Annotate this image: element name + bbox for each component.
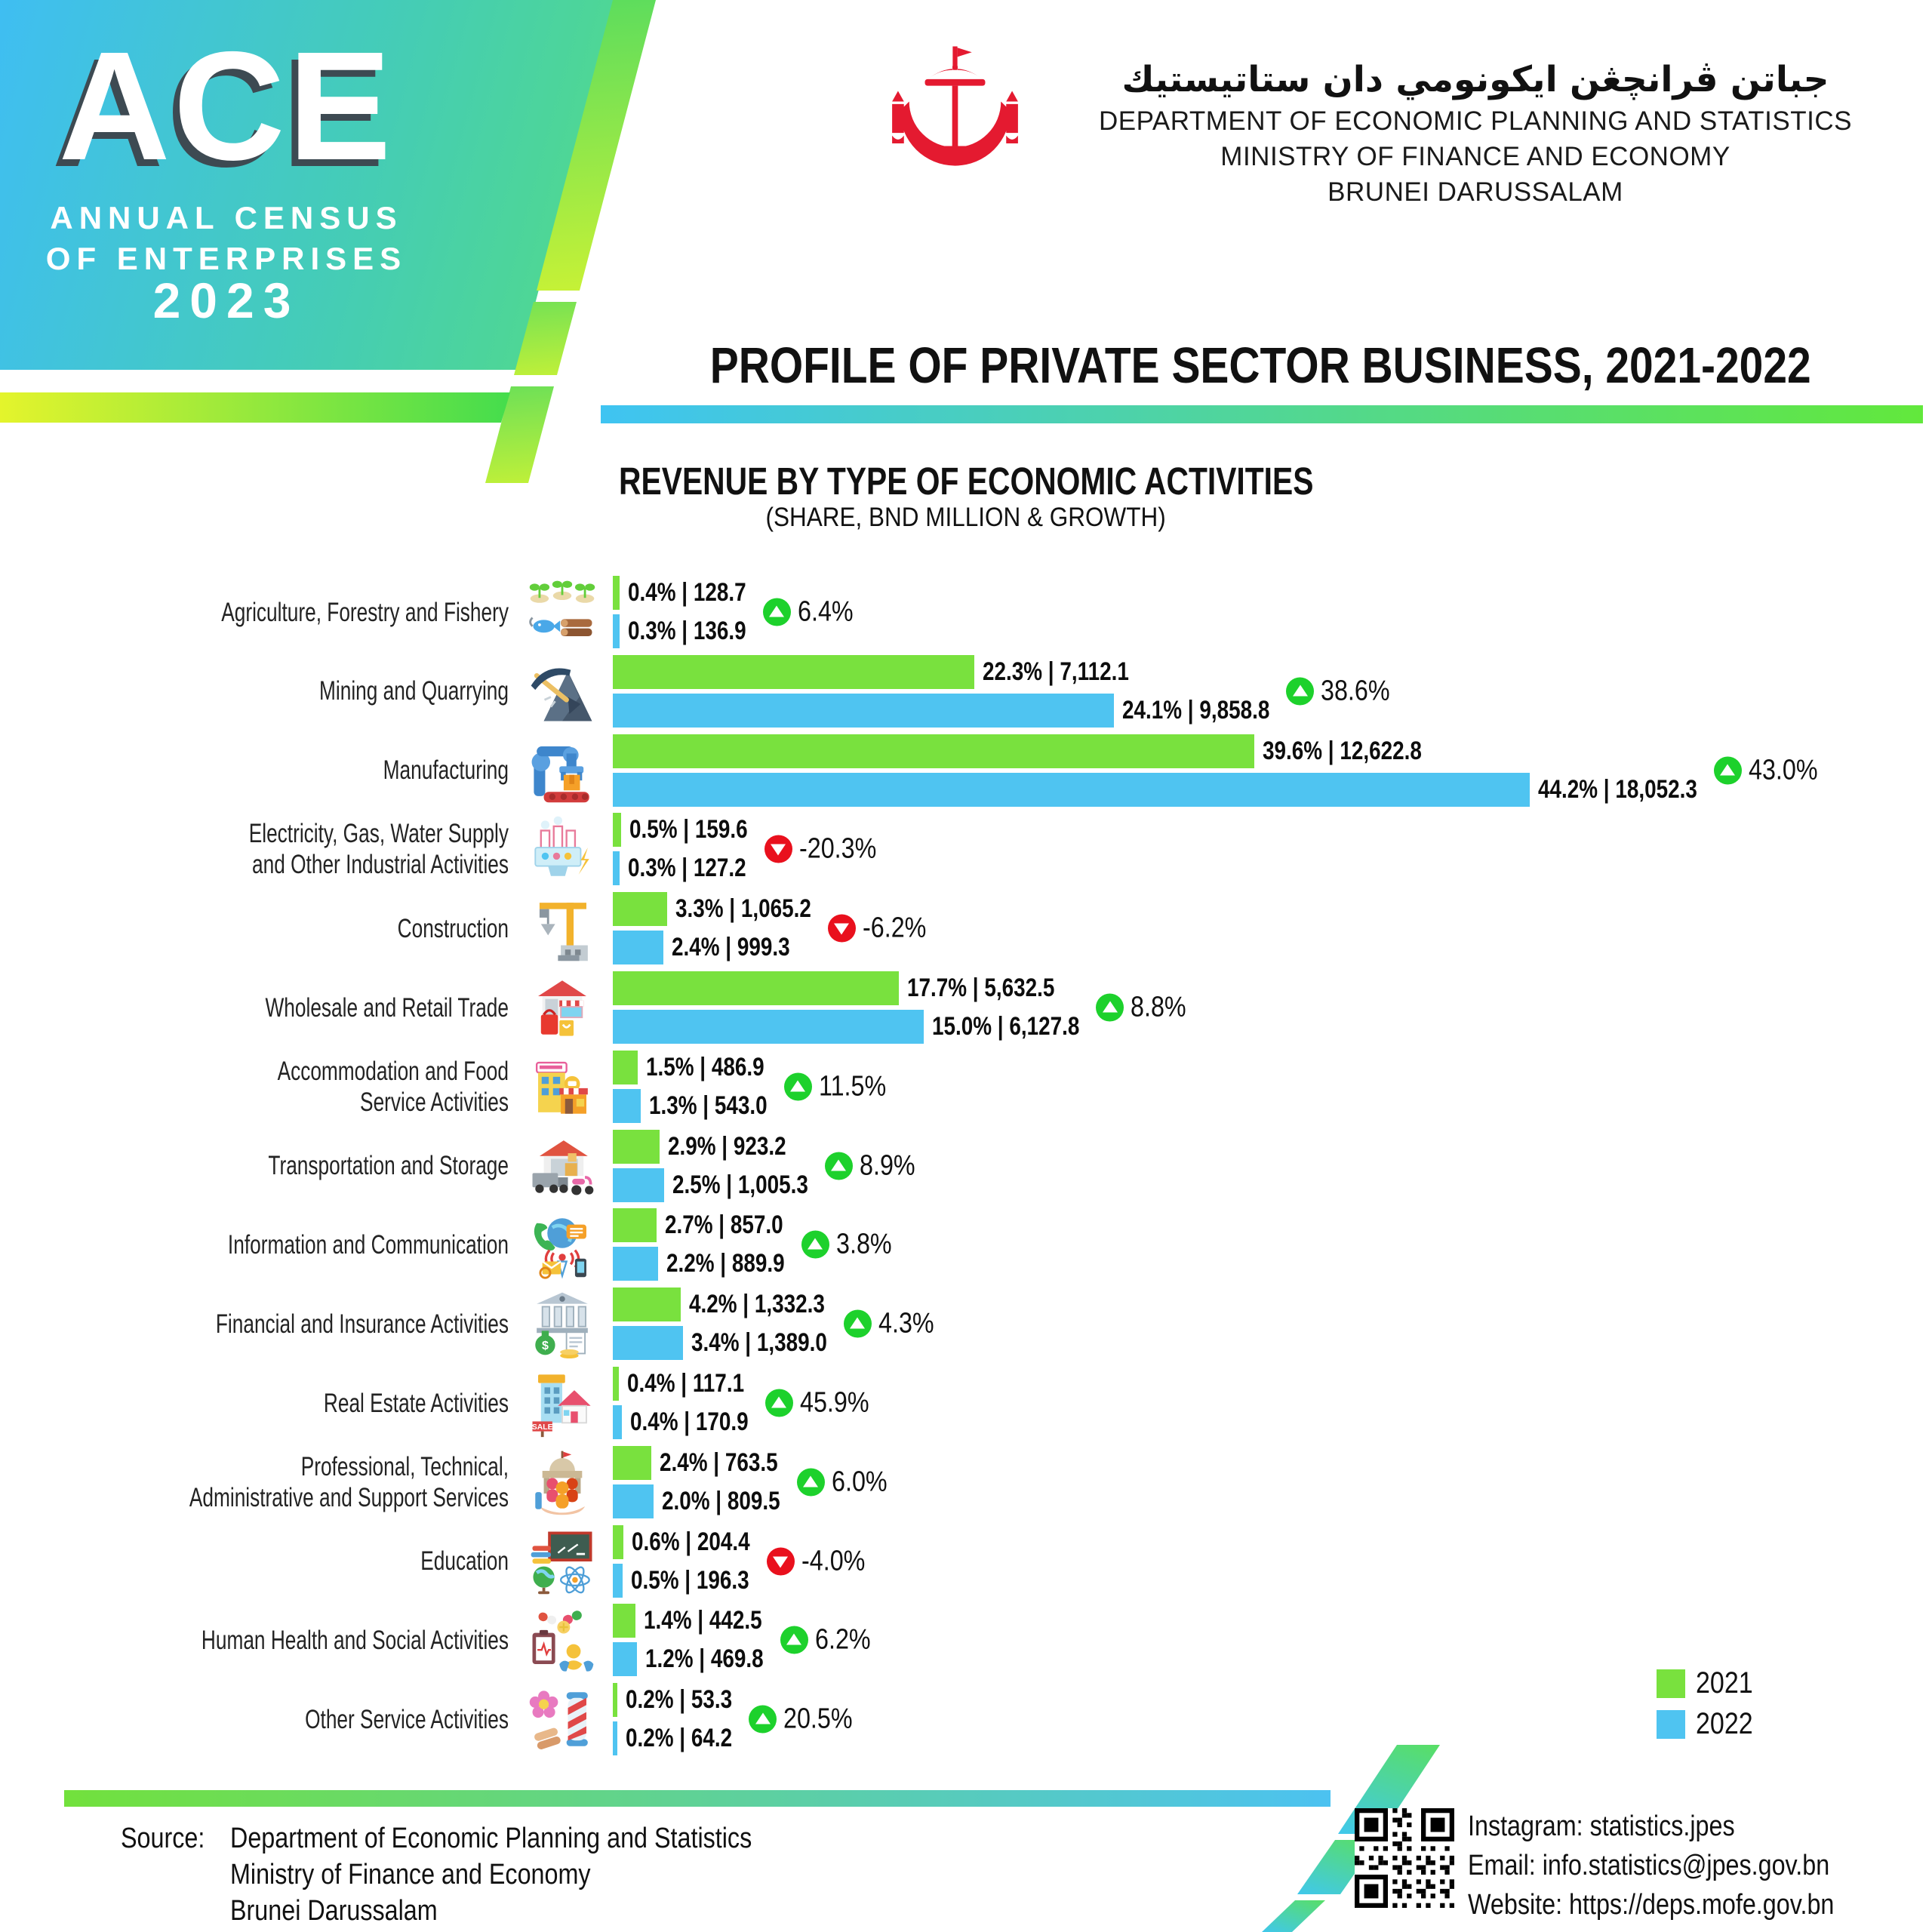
- jawi-title: جباتن ڤرانچڠن ايكونومي دان ستاتيستيك: [1121, 59, 1829, 100]
- bar-2021: [613, 1446, 651, 1480]
- bar-2021: [613, 1130, 660, 1164]
- arrow-icon: [771, 844, 786, 856]
- growth-badge: [767, 1545, 876, 1577]
- brunei-crest-icon: [889, 44, 1021, 198]
- growth-value: 6.0%: [831, 1466, 888, 1498]
- legend-swatch-2022: [1657, 1710, 1685, 1739]
- legend-swatch-2021: [1657, 1669, 1685, 1698]
- value-label-2022: 44.2% | 18,052.3: [1538, 774, 1697, 804]
- chart-row: [0, 573, 1932, 651]
- growth-badge: [749, 1703, 865, 1736]
- chart-row: [0, 1127, 1932, 1205]
- bar-2022: [613, 1168, 664, 1202]
- bar-2022: [613, 614, 620, 648]
- category-label: Wholesale and Retail Trade: [265, 992, 509, 1023]
- chart-row: [0, 1048, 1932, 1126]
- legend-item-2022: [1657, 1707, 1763, 1741]
- information-communication-icon: [524, 1207, 601, 1282]
- growth-value: 43.0%: [1748, 754, 1818, 786]
- ministry-name: MINISTRY OF FINANCE AND ECONOMY: [1220, 142, 1730, 172]
- growth-value: 6.4%: [797, 595, 854, 628]
- agriculture-forestry-fishery-icon: [524, 574, 601, 650]
- arrow-icon: [1103, 1001, 1118, 1013]
- bar-2021: [613, 1051, 638, 1084]
- growth-value: 11.5%: [818, 1070, 886, 1103]
- value-label-2021: 0.4% | 128.7: [628, 578, 746, 607]
- contact-block: [1468, 1807, 1899, 1924]
- arrow-icon: [1293, 685, 1308, 696]
- svg-text:SALE: SALE: [531, 1423, 553, 1432]
- legend-label-2021: 2021: [1696, 1666, 1753, 1700]
- bar-2021: [613, 734, 1254, 768]
- human-health-icon: [524, 1602, 601, 1678]
- arrow-icon: [771, 1397, 786, 1408]
- category-label: Manufacturing: [383, 755, 509, 786]
- growth-badge: [801, 1229, 902, 1261]
- arrow-icon: [773, 1556, 788, 1567]
- value-label-2022: 1.2% | 469.8: [645, 1644, 764, 1674]
- bar-2022: [613, 1642, 637, 1676]
- professional-technical-icon: [524, 1444, 601, 1520]
- value-label-2022: 1.3% | 543.0: [649, 1091, 768, 1120]
- page-title: PROFILE OF PRIVATE SECTOR BUSINESS, 2021-2022: [709, 337, 1811, 394]
- ace-logo-line1: ANNUAL CENSUS: [50, 200, 403, 235]
- value-label-2021: 1.4% | 442.5: [644, 1606, 762, 1635]
- bar-2021: [613, 1208, 657, 1242]
- growth-value: 38.6%: [1321, 675, 1390, 707]
- value-label-2021: 3.3% | 1,065.2: [675, 894, 811, 924]
- chart-row: [0, 1522, 1932, 1601]
- education-icon: [524, 1524, 601, 1599]
- value-label-2021: 2.4% | 763.5: [660, 1447, 778, 1477]
- value-label-2022: 2.5% | 1,005.3: [672, 1170, 808, 1199]
- bar-2021: [613, 1604, 635, 1638]
- legend-label-2022: 2022: [1696, 1707, 1753, 1740]
- growth-value: 4.3%: [878, 1307, 934, 1340]
- category-label: Real Estate Activities: [323, 1388, 509, 1418]
- category-label: Electricity, Gas, Water Supply and Other Industrial Activities: [248, 819, 509, 880]
- bar-2021: [613, 1683, 617, 1717]
- growth-value: -20.3%: [798, 832, 876, 865]
- arrow-icon: [769, 606, 784, 617]
- growth-badge: [784, 1070, 898, 1103]
- chart-row: [0, 1680, 1932, 1758]
- chart-row: [0, 810, 1932, 888]
- growth-value: -6.2%: [862, 912, 927, 944]
- bar-2021: [613, 971, 899, 1005]
- ace-logo-line2: OF ENTERPRISES: [45, 241, 408, 276]
- accommodation-food-icon: [524, 1049, 601, 1124]
- chart-row: [0, 731, 1932, 810]
- growth-value: 45.9%: [799, 1386, 869, 1419]
- chart-row: [0, 1284, 1932, 1363]
- chart-row: [0, 1205, 1932, 1284]
- arrow-icon: [1720, 764, 1735, 775]
- source-line: Department of Economic Planning and Statistics: [229, 1823, 752, 1854]
- electricity-gas-water-icon: [524, 811, 601, 887]
- arrow-icon: [786, 1634, 801, 1645]
- bar-2022: [613, 1405, 622, 1439]
- category-label: Mining and Quarrying: [319, 676, 509, 706]
- category-label: Professional, Technical, Administrative and Support Services: [189, 1451, 509, 1512]
- value-label-2022: 0.2% | 64.2: [626, 1724, 733, 1753]
- value-label-2022: 0.3% | 136.9: [628, 617, 746, 645]
- growth-badge: [1714, 754, 1830, 786]
- ace-logo-year: 2023: [152, 272, 300, 328]
- header-text-block: [1026, 59, 1924, 208]
- growth-badge: [780, 1624, 881, 1657]
- growth-value: 6.2%: [814, 1623, 871, 1656]
- arrow-icon: [850, 1318, 865, 1329]
- bar-2021: [613, 1367, 619, 1401]
- chart-row: [0, 1601, 1932, 1679]
- arrow-icon: [834, 924, 849, 935]
- chart-row: [0, 889, 1932, 968]
- bar-2021: [613, 655, 974, 689]
- bar-2022: [613, 694, 1114, 728]
- value-label-2022: 2.2% | 889.9: [666, 1249, 785, 1278]
- instagram-handle: Instagram: statistics.jpes: [1468, 1810, 1735, 1842]
- bar-2022: [613, 1089, 641, 1123]
- chart-row: [0, 1443, 1932, 1521]
- other-services-icon: [524, 1681, 601, 1757]
- value-label-2022: 0.5% | 196.3: [631, 1565, 749, 1595]
- value-label-2022: 2.0% | 809.5: [662, 1486, 780, 1515]
- email-address: Email: info.statistics@jpes.gov.bn: [1468, 1850, 1830, 1881]
- bar-2021: [613, 1525, 623, 1559]
- category-label: Financial and Insurance Activities: [215, 1309, 509, 1339]
- value-label-2021: 0.6% | 204.4: [632, 1527, 750, 1556]
- growth-badge: [1286, 675, 1402, 707]
- source-line: Ministry of Finance and Economy: [229, 1859, 591, 1890]
- bar-2022: [613, 1484, 654, 1518]
- growth-badge: [825, 1149, 925, 1182]
- department-name: DEPARTMENT OF ECONOMIC PLANNING AND STATISTICS: [1099, 106, 1852, 137]
- source-label: Source:: [121, 1823, 205, 1854]
- arrow-icon: [755, 1713, 771, 1724]
- growth-value: 8.9%: [859, 1149, 915, 1182]
- value-label-2022: 3.4% | 1,389.0: [691, 1328, 827, 1358]
- bar-2022: [613, 1564, 623, 1598]
- value-label-2021: 22.3% | 7,112.1: [983, 657, 1129, 686]
- bar-2022: [613, 1010, 924, 1044]
- value-label-2021: 4.2% | 1,332.3: [689, 1290, 825, 1319]
- value-label-2022: 0.3% | 127.2: [628, 854, 746, 883]
- title-underline: [601, 405, 1923, 423]
- growth-value: 20.5%: [783, 1703, 853, 1735]
- category-label: Information and Communication: [227, 1229, 509, 1260]
- growth-badge: [765, 1387, 881, 1420]
- chart-legend: [1657, 1666, 1763, 1748]
- growth-value: 8.8%: [1131, 991, 1186, 1023]
- growth-badge: [797, 1466, 897, 1498]
- growth-badge: [844, 1308, 944, 1340]
- growth-badge: [828, 912, 937, 945]
- value-label-2021: 0.2% | 53.3: [626, 1685, 733, 1715]
- financial-insurance-icon: [524, 1286, 601, 1361]
- value-label-2021: 39.6% | 12,622.8: [1263, 736, 1422, 765]
- category-label: Human Health and Social Activities: [201, 1625, 509, 1655]
- value-label-2021: 17.7% | 5,632.5: [907, 974, 1055, 1002]
- manufacturing-icon: [524, 733, 601, 808]
- bar-2021: [613, 813, 621, 847]
- svg-text:$: $: [541, 1340, 549, 1353]
- yellow-band-decoration: [0, 392, 528, 423]
- bottom-gradient-bar: [64, 1790, 1331, 1807]
- chart-title: REVENUE BY TYPE OF ECONOMIC ACTIVITIES: [618, 460, 1314, 503]
- transportation-storage-icon: [524, 1128, 601, 1204]
- value-label-2021: 0.4% | 117.1: [627, 1369, 745, 1398]
- website-url: Website: https://deps.mofe.gov.bn: [1468, 1889, 1835, 1921]
- bar-2022: [613, 851, 620, 885]
- category-label: Transportation and Storage: [268, 1151, 509, 1181]
- growth-badge: [1096, 992, 1196, 1024]
- value-label-2021: 1.5% | 486.9: [646, 1052, 764, 1081]
- bar-2021: [613, 1287, 681, 1321]
- real-estate-icon: [524, 1365, 601, 1441]
- ace-logo: ACE: [58, 20, 395, 192]
- value-label-2021: 2.7% | 857.0: [665, 1211, 783, 1240]
- chart-row: [0, 968, 1932, 1047]
- category-label: Other Service Activities: [305, 1704, 509, 1734]
- category-label: Education: [420, 1546, 509, 1577]
- chart-row: [0, 1364, 1932, 1442]
- value-label-2021: 0.5% | 159.6: [629, 815, 748, 844]
- growth-badge: [764, 833, 890, 866]
- value-label-2022: 2.4% | 999.3: [672, 933, 790, 962]
- source-block: [121, 1820, 844, 1929]
- construction-icon: [524, 891, 601, 966]
- bar-2021: [613, 892, 667, 926]
- value-label-2021: 2.9% | 923.2: [668, 1131, 786, 1161]
- value-label-2022: 24.1% | 9,858.8: [1122, 695, 1270, 724]
- chart-row: [0, 652, 1932, 731]
- value-label-2022: 15.0% | 6,127.8: [932, 1012, 1080, 1041]
- category-label: Agriculture, Forestry and Fishery: [221, 597, 509, 627]
- legend-item-2021: [1657, 1666, 1763, 1700]
- bar-2022: [613, 773, 1530, 807]
- bar-2022: [613, 1247, 658, 1281]
- wholesale-retail-icon: [524, 970, 601, 1045]
- growth-value: -4.0%: [801, 1545, 865, 1577]
- country-name: BRUNEI DARUSSALAM: [1327, 177, 1623, 208]
- arrow-icon: [803, 1475, 818, 1487]
- growth-badge: [763, 596, 863, 629]
- qr-code: [1355, 1808, 1454, 1908]
- bar-2022: [613, 931, 663, 964]
- bottom-slash-decoration: [1262, 1900, 1330, 1932]
- bar-2022: [613, 1721, 617, 1755]
- source-line: Brunei Darussalam: [229, 1895, 438, 1927]
- value-label-2022: 0.4% | 170.9: [630, 1407, 749, 1436]
- bar-2022: [613, 1326, 683, 1360]
- chart-subtitle: (SHARE, BND MILLION & GROWTH): [765, 503, 1167, 532]
- category-label: Accommodation and Food Service Activities: [277, 1056, 509, 1117]
- growth-value: 3.8%: [835, 1228, 892, 1260]
- arrow-icon: [808, 1238, 823, 1250]
- category-label: Construction: [397, 913, 509, 943]
- mining-quarrying-icon: [524, 654, 601, 729]
- arrow-icon: [790, 1080, 805, 1091]
- bar-2021: [613, 576, 620, 610]
- arrow-icon: [831, 1159, 846, 1171]
